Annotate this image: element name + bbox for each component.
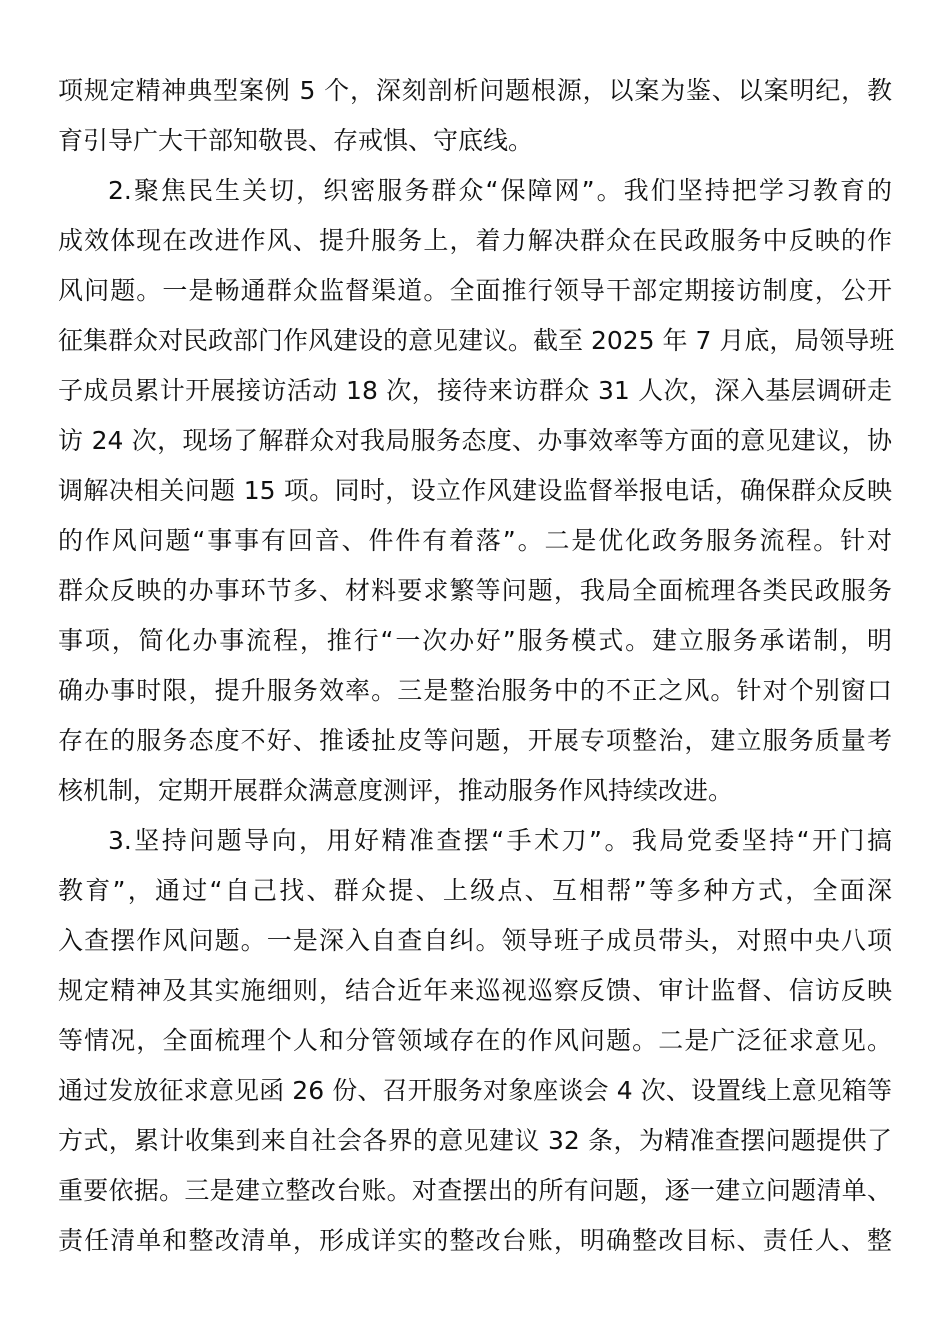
text-line: 风问题。一是畅通群众监督渠道。全面推行领导干部定期接访制度，公开 [58,276,892,305]
text-line: 子成员累计开展接访活动 18 次，接待来访群众 31 人次，深入基层调研走 [58,376,892,405]
text-line: 责任清单和整改清单，形成详实的整改台账，明确整改目标、责任人、整 [58,1226,892,1255]
text-line: 入查摆作风问题。一是深入自查自纠。领导班子成员带头，对照中央八项 [58,926,892,955]
text-line: 调解决相关问题 15 项。同时，设立作风建设监督举报电话，确保群众反映 [58,476,892,505]
text-line: 确办事时限，提升服务效率。三是整治服务中的不正之风。针对个别窗口 [58,676,892,705]
section-heading-line: 2.聚焦民生关切，织密服务群众“保障网”。我们坚持把学习教育的 [108,176,892,205]
text-line: 征集群众对民政部门作风建设的意见建议。截至 2025 年 7 月底，局领导班 [58,326,895,355]
text-line: 通过发放征求意见函 26 份、召开服务对象座谈会 4 次、设置线上意见箱等 [58,1076,892,1105]
document-page [58,66,895,1266]
text-line: 等情况，全面梳理个人和分管领域存在的作风问题。二是广泛征求意见。 [58,1026,892,1055]
text-line: 访 24 次，现场了解群众对我局服务态度、办事效率等方面的意见建议，协 [58,426,892,455]
section-heading-line: 3.坚持问题导向，用好精准查摆“手术刀”。我局党委坚持“开门搞 [108,826,892,855]
text-line: 教育”，通过“自己找、群众提、上级点、互相帮”等多种方式，全面深 [58,876,892,905]
text-line: 育引导广大干部知敬畏、存戒惧、守底线。 [58,126,534,155]
text-line: 规定精神及其实施细则，结合近年来巡视巡察反馈、审计监督、信访反映 [58,976,892,1005]
text-line: 核机制，定期开展群众满意度测评，推动服务作风持续改进。 [58,776,734,805]
text-line: 群众反映的办事环节多、材料要求繁等问题，我局全面梳理各类民政服务 [58,576,892,605]
text-line: 的作风问题“事事有回音、件件有着落”。二是优化政务服务流程。针对 [58,526,892,555]
text-line: 方式，累计收集到来自社会各界的意见建议 32 条，为精准查摆问题提供了 [58,1126,892,1155]
text-line: 项规定精神典型案例 5 个，深刻剖析问题根源，以案为鉴、以案明纪，教 [58,76,892,105]
text-line: 成效体现在改进作风、提升服务上，着力解决群众在民政服务中反映的作 [58,226,892,255]
text-line: 重要依据。三是建立整改台账。对查摆出的所有问题，逐一建立问题清单、 [58,1176,892,1205]
text-line: 事项，简化办事流程，推行“一次办好”服务模式。建立服务承诺制，明 [58,626,892,655]
text-line: 存在的服务态度不好、推诿扯皮等问题，开展专项整治，建立服务质量考 [58,726,892,755]
